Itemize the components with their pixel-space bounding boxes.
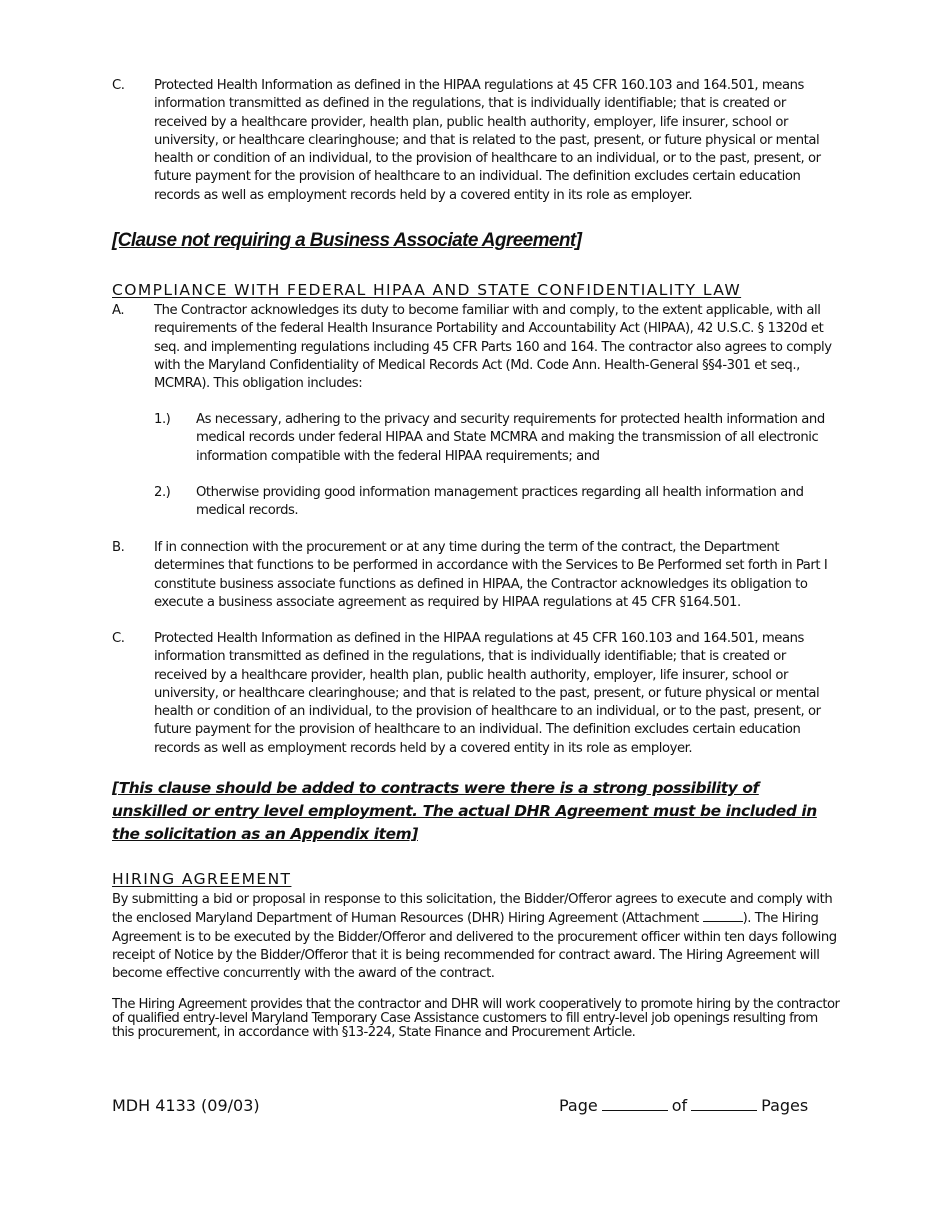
compliance-heading: COMPLIANCE WITH FEDERAL HIPAA AND STATE CONFIDENTIALITY LAW	[112, 281, 742, 299]
compliance-section-c	[112, 630, 842, 758]
clause-note-hiring: [This clause should be added to contracts were there is a strong possibility of unskilled or entry level employment. The actual DHR Agreement must be included in the solicitation as an Appendix item]	[112, 779, 817, 843]
section-label: A.	[112, 303, 125, 318]
page-total-blank	[691, 1096, 757, 1111]
hiring-paragraph-2: The Hiring Agreement provides that the contractor and DHR will work cooperatively to promote hiring by the contractor of qualified entry-level Maryland Temporary Case Assistance customers to fill entry-level job openings resulting from this procurement, in accordance with §13-224, State Finance and Procurement Article.	[112, 997, 840, 1040]
section-text: The Contractor acknowledges its duty to become familiar with and comply, to the extent applicable, with all requirements of the federal Health Insurance Portability and Accountability Act (HIPAA), 42 U.S.C. § 1320d et seq. and implementing regulations including 45 CFR Parts 160 and 164. The contractor also agrees to comply with the Maryland Confidentiality of Medical Records Act (Md. Code Ann. Health-General §§4-301 et seq., MCMRA). This obligation includes:	[154, 303, 832, 392]
hiring-text-after: ). The Hiring Agreement is to be executed by the Bidder/Offeror and delivered to the procurement officer within ten days following receipt of Notice by the Bidder/Offeror that it is being recommended for contract award. The Hiring Agreement will become effective concurrently with the award of the contract.	[112, 911, 837, 982]
form-id: MDH 4133 (09/03)	[112, 1096, 260, 1115]
section-label: C.	[112, 78, 125, 93]
hiring-text-before: By submitting a bid or proposal in response to this solicitation, the Bidder/Offeror agrees to execute and comply with the enclosed Maryland Department of Human Resources (DHR) Hiring Agreement (Attachment	[112, 892, 833, 927]
compliance-item-2	[154, 484, 844, 521]
section-c-top	[112, 77, 842, 205]
hiring-heading: HIRING AGREEMENT	[112, 870, 292, 888]
compliance-section-b	[112, 539, 842, 612]
section-label: B.	[112, 540, 125, 555]
section-text: If in connection with the procurement or at any time during the term of the contract, the Department determines that functions to be performed in accordance with the Services to Be Performed set forth in Part I constitute business associate functions as defined in HIPAA, the Contractor acknowledges its obligation to execute a business associate agreement as required by HIPAA regulations at 45 CFR §164.501.	[154, 540, 828, 610]
clause-note-no-baa: [Clause not requiring a Business Associate Agreement]	[112, 230, 582, 251]
page-number-blank	[602, 1096, 668, 1111]
compliance-item-1	[154, 411, 844, 466]
item-text: As necessary, adhering to the privacy and security requirements for protected health information and medical records under federal HIPAA and State MCMRA and making the transmission of all electronic information compatible with the federal HIPAA requirements; and	[196, 412, 825, 464]
section-text: Protected Health Information as defined in the HIPAA regulations at 45 CFR 160.103 and 164.501, means information transmitted as defined in the regulations, that is individually identifiable; that is created or received by a healthcare provider, health plan, public health authority, employer, life insurer, school or university, or healthcare clearinghouse; and that is related to the past, present, or future physical or mental health or condition of an individual, to the provision of healthcare to an individual, or to the past, present, or future payment for the provision of healthcare to an individual. The definition excludes certain education records as well as employment records held by a covered entity in its role as employer.	[154, 631, 821, 756]
item-label: 2.)	[154, 485, 171, 500]
page-count	[559, 1096, 808, 1115]
section-text: Protected Health Information as defined in the HIPAA regulations at 45 CFR 160.103 and 164.501, means information transmitted as defined in the regulations, that is individually identifiable; that is created or received by a healthcare provider, health plan, public health authority, employer, life insurer, school or university, or healthcare clearinghouse; and that is related to the past, present, or future physical or mental health or condition of an individual, to the provision of healthcare to an individual, or to the past, present, or future payment for the provision of healthcare to an individual. The definition excludes certain education records as well as employment records held by a covered entity in its role as employer.	[154, 78, 821, 203]
item-label: 1.)	[154, 412, 171, 427]
compliance-section-a	[112, 302, 842, 393]
hiring-paragraph-1	[112, 891, 842, 983]
page-label: Page	[559, 1096, 598, 1115]
pages-label: Pages	[761, 1096, 809, 1115]
attachment-blank	[703, 909, 743, 922]
of-label: of	[671, 1096, 688, 1115]
section-label: C.	[112, 631, 125, 646]
item-text: Otherwise providing good information management practices regarding all health information and medical records.	[196, 485, 804, 519]
